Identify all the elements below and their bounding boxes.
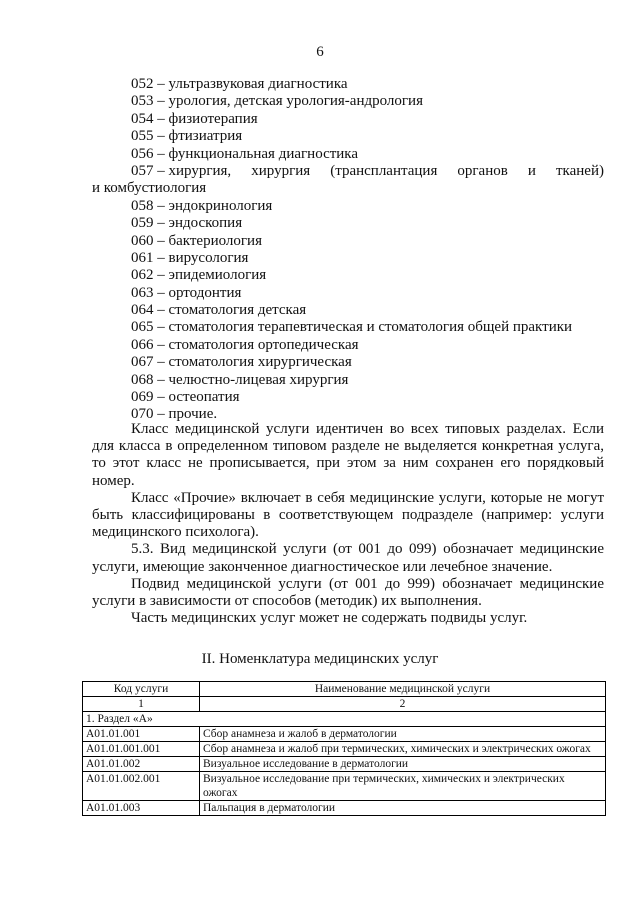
table-section-row xyxy=(83,712,606,727)
list-item: 065 – стоматология терапевтическая и стоматология общей практики xyxy=(131,319,573,336)
section-title: II. Номенклатура медицинских услуг xyxy=(201,651,439,667)
paragraph: Класс «Прочие» включает в себя медицинские услуги, которые не могут быть классифицированы в соответствующем подразделе (например: услуги медицинского психолога). xyxy=(92,489,604,541)
list-item-continuation: и комбустиология xyxy=(92,180,207,197)
list-item: 066 – стоматология ортопедическая xyxy=(131,336,359,353)
body-paragraphs xyxy=(92,421,604,627)
list-item: 059 – эндоскопия xyxy=(131,215,243,232)
list-item-word: (трансплантация xyxy=(330,162,438,179)
paragraph: Подвид медицинской услуги (от 001 до 999) обозначает медицинские услуги в зависимости от способов (методик) их выполнения. xyxy=(92,575,604,610)
code-cell: A01.01.002 xyxy=(83,757,200,772)
table-colnum-row xyxy=(83,697,606,712)
header-code: Код услуги xyxy=(83,682,200,697)
services-table xyxy=(82,681,606,816)
list-item: 060 – бактериология xyxy=(131,232,262,249)
colnum-1: 1 xyxy=(83,697,200,712)
table-row xyxy=(83,772,606,801)
paragraph: 5.3. Вид медицинской услуги (от 001 до 099) обозначает медицинские услуги, имеющие законченное диагностическое или лечебное значение. xyxy=(92,541,604,575)
list-item-word: органов xyxy=(457,162,508,179)
table-row xyxy=(83,757,606,772)
class-list xyxy=(92,76,604,424)
code-cell: A01.01.002.001 xyxy=(83,772,200,801)
name-cell: Визуальное исследование в дерматологии xyxy=(200,757,606,772)
list-item: 061 – вирусология xyxy=(131,249,249,266)
paragraph: Часть медицинских услуг может не содержать подвиды услуг. xyxy=(131,610,528,627)
list-item: 069 – остеопатия xyxy=(131,389,240,406)
list-item xyxy=(92,163,604,198)
list-item: 067 – стоматология хирургическая xyxy=(131,354,352,371)
list-item: 058 – эндокринология xyxy=(131,197,273,214)
section-cell: 1. Раздел «А» xyxy=(83,712,606,727)
code-cell: A01.01.001.001 xyxy=(83,742,200,757)
list-item: 055 – фтизиатрия xyxy=(131,128,243,145)
code-cell: A01.01.001 xyxy=(83,727,200,742)
list-item-word: 057 – хирургия, xyxy=(131,162,232,179)
table-row xyxy=(83,801,606,816)
list-item: 062 – эпидемиология xyxy=(131,267,267,284)
name-cell: Пальпация в дерматологии xyxy=(200,801,606,816)
list-item: 052 – ультразвуковая диагностика xyxy=(131,76,348,92)
list-item: 056 – функциональная диагностика xyxy=(131,145,359,162)
table-row xyxy=(83,742,606,757)
list-item-word: хирургия xyxy=(251,162,311,179)
list-item: 064 – стоматология детская xyxy=(131,302,307,319)
list-item: 070 – прочие. xyxy=(131,406,218,423)
list-item: 068 – челюстно-лицевая хирургия xyxy=(131,371,349,388)
name-cell: Сбор анамнеза и жалоб при термических, химических и электрических ожогах xyxy=(200,742,606,757)
page-number: 6 xyxy=(316,44,324,60)
paragraph: Класс медицинской услуги идентичен во всех типовых разделах. Если для класса в определенном типовом разделе не выделяется конкретная услуга, то этот класс не прописывается, при этом за ним сохранен его порядковый номер. xyxy=(92,421,604,489)
list-item: 063 – ортодонтия xyxy=(131,284,242,301)
colnum-2: 2 xyxy=(200,697,606,712)
list-item: 053 – урология, детская урология-андрология xyxy=(131,93,423,110)
code-cell: A01.01.003 xyxy=(83,801,200,816)
table-header-row xyxy=(83,682,606,697)
list-item-word: тканей) xyxy=(555,162,604,179)
list-item-word: и xyxy=(527,162,536,179)
name-cell: Сбор анамнеза и жалоб в дерматологии xyxy=(200,727,606,742)
list-item: 054 – физиотерапия xyxy=(131,110,258,127)
header-name: Наименование медицинской услуги xyxy=(200,682,606,697)
name-cell: Визуальное исследование при термических, химических и электрических ожогах xyxy=(200,772,606,801)
table-row xyxy=(83,727,606,742)
